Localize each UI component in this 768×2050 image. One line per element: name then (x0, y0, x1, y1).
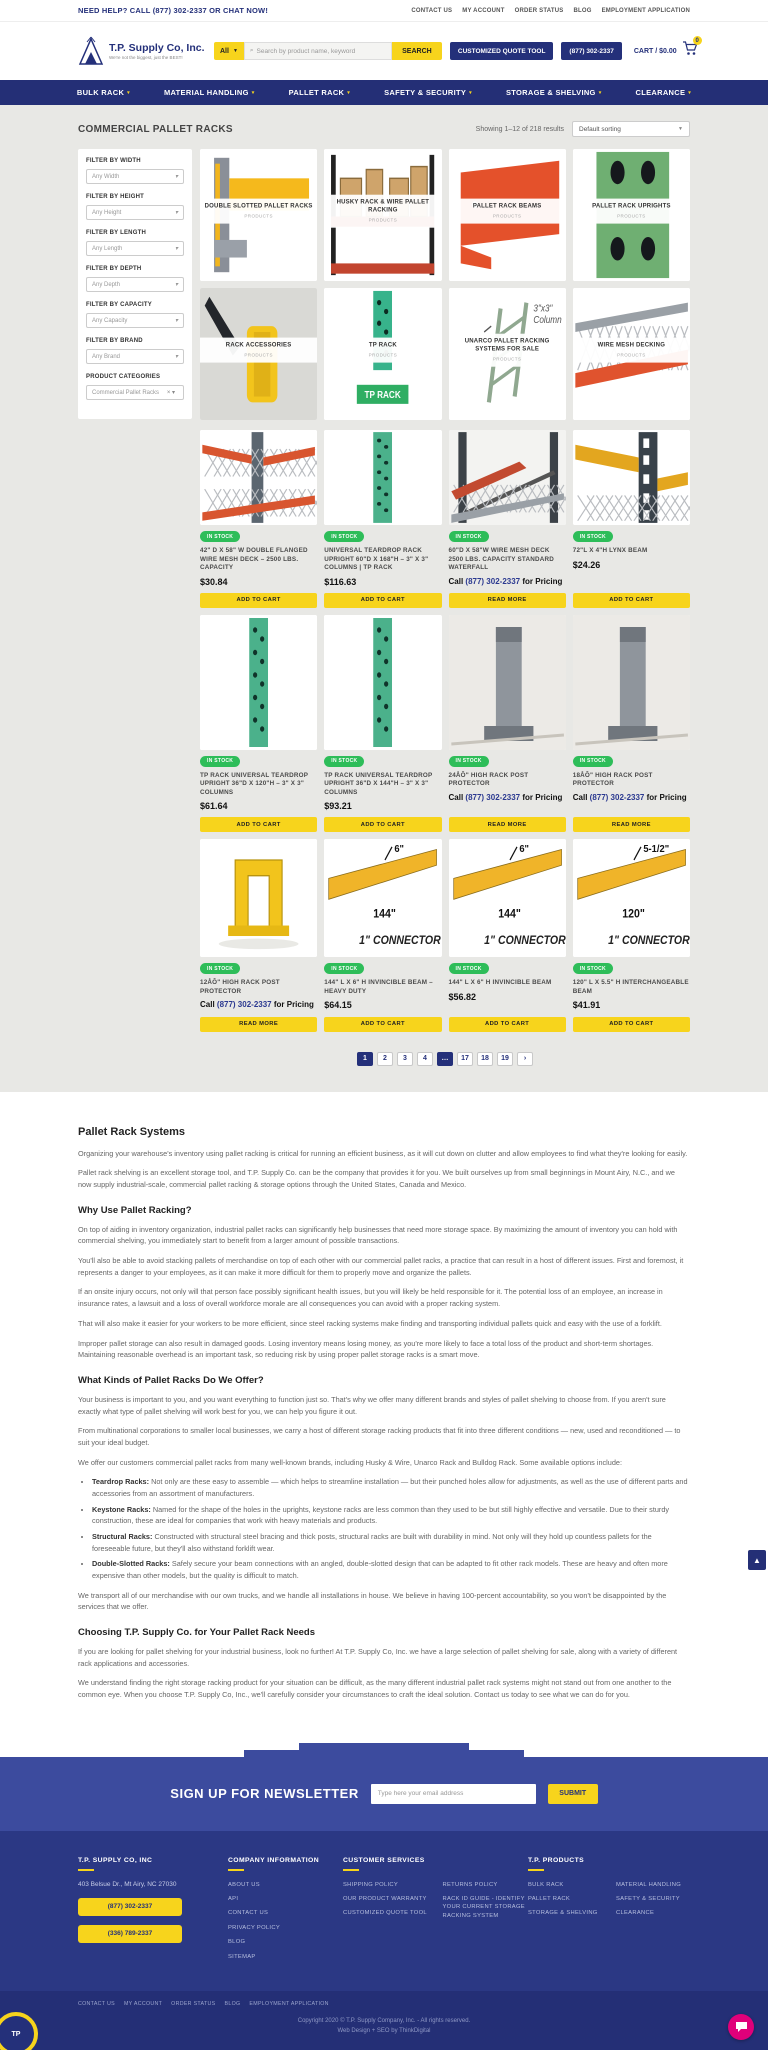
svg-text:1" CONNECTOR: 1" CONNECTOR (483, 934, 566, 948)
product-title[interactable]: 12ÅÔ" HIGH RACK POST PROTECTOR (200, 979, 280, 995)
category-name: PALLET RACK BEAMS (472, 203, 542, 210)
product-price: $116.63 (324, 576, 357, 587)
product-card (324, 615, 441, 833)
category-label-band (324, 338, 441, 363)
read-more-button[interactable]: READ MORE (449, 817, 566, 832)
article-title: Pallet Rack Systems (78, 1125, 186, 1138)
article-paragraph: That will also make it easier for your workers to be more efficient, since steel racking systems make finding and transporting individual pallets quick and easy with the use of a forklift. (78, 1318, 662, 1328)
pagination-page[interactable]: 18 (477, 1052, 493, 1066)
article-bullet: • Keystone Racks: Named for the shape of the holes in the uprights, keystone racks are less common than they used to be but still highly effective and versatile. Due to their sturdy construction, these are ideal for companies that work with heavy materials and products. (92, 1504, 690, 1527)
product-title[interactable]: 120" L X 5.5" H INTERCHANGEABLE BEAM (572, 979, 689, 995)
stock-badge: IN STOCK (449, 756, 489, 767)
stock-badge: IN STOCK (200, 531, 240, 542)
stock-badge: IN STOCK (573, 963, 613, 974)
bottom-link[interactable]: BLOG (224, 2000, 241, 2007)
filter-label: FILTER BY CAPACITY (86, 302, 152, 308)
chevron-down-icon: ▾ (174, 210, 178, 216)
product-title[interactable]: 42" D X 58" W DOUBLE FLANGED WIRE MESH DECK – 2500 LBS. CAPACITY (200, 547, 308, 571)
pagination (200, 1052, 690, 1066)
category-product-count: PRODUCTS (492, 213, 522, 219)
filter-group-categories (86, 374, 184, 400)
chevron-down-icon: ▾ (174, 246, 178, 252)
stock-badge: IN STOCK (324, 531, 364, 542)
svg-text:144": 144" (373, 908, 397, 922)
product-image[interactable] (200, 839, 317, 957)
top-link[interactable]: CONTACT US (411, 7, 453, 14)
read-more-button[interactable]: READ MORE (449, 593, 566, 608)
product-call-for-pricing: Call (877) 302-2337 for Pricing (572, 792, 687, 802)
category-filter-select[interactable] (86, 385, 184, 400)
read-more-button[interactable]: READ MORE (573, 817, 690, 832)
nav-item-pallet-rack[interactable] (289, 88, 350, 97)
category-tile[interactable] (449, 149, 566, 281)
add-to-cart-button[interactable]: ADD TO CART (324, 1017, 441, 1032)
filter-value: Any Capacity (92, 317, 128, 324)
quote-tool-button[interactable]: CUSTOMIZED QUOTE TOOL (450, 42, 554, 60)
add-to-cart-button[interactable]: ADD TO CART (573, 1017, 690, 1032)
cart-button[interactable] (633, 37, 699, 61)
footer-link[interactable]: CUSTOMIZED QUOTE TOOL (343, 1910, 427, 1917)
article-paragraph: On top of aiding in inventory organization, industrial pallet racks can significantly help businesses that need more storage space. By maximizing the amount of inventory you can hold with commercial shelving, you immediately start to benefit from a larger amount of possible transactions. (78, 1224, 678, 1246)
footer-link[interactable]: CLEARANCE (616, 1910, 655, 1917)
product-title[interactable]: 144" L X 6" H INVINCIBLE BEAM (448, 979, 552, 987)
chevron-down-icon: ▾ (174, 354, 178, 360)
nav-item-clearance[interactable] (636, 88, 692, 97)
product-image[interactable] (573, 430, 690, 525)
pagination-page[interactable]: 4 (417, 1052, 433, 1066)
filter-value: Any Width (92, 173, 120, 180)
top-link[interactable]: MY ACCOUNT (462, 7, 505, 14)
chevron-down-icon: ▾ (174, 282, 178, 288)
chevron-down-icon: ▾ (174, 318, 178, 324)
nav-item-label: MATERIAL HANDLING (163, 88, 249, 97)
footer-link[interactable]: BLOG (228, 1939, 246, 1946)
nav-item-storage-shelving[interactable] (506, 88, 602, 97)
category-tile[interactable] (573, 149, 690, 281)
footer-link[interactable]: CONTACT US (228, 1910, 269, 1917)
pricing-phone[interactable]: (877) 302-2337 (589, 792, 645, 802)
add-to-cart-button[interactable]: ADD TO CART (200, 817, 317, 832)
filter-label: FILTER BY HEIGHT (86, 194, 144, 200)
newsletter-band (0, 1757, 768, 1831)
product-card (324, 839, 441, 1031)
svg-text:6": 6" (394, 844, 405, 856)
product-card (573, 615, 690, 833)
newsletter-label: SIGN UP FOR NEWSLETTER (170, 1786, 359, 1802)
nav-item-label: STORAGE & SHELVING (505, 88, 596, 97)
article-paragraph: Organizing your warehouse's inventory using pallet racking is critical for running an efficient business, as it will cut down on clutter and allow employees to find what they're looking for easily. (78, 1148, 688, 1158)
filter-select[interactable] (86, 241, 184, 256)
product-grid (200, 430, 690, 1032)
filter-group (86, 194, 184, 220)
footer-address: 403 Belsue Dr., Mt Airy, NC 27030 (78, 1880, 177, 1888)
category-tile[interactable] (449, 288, 566, 420)
footer-col-title: COMPANY INFORMATION (228, 1856, 320, 1864)
article-bullet: • Double-Slotted Racks: Safely secure your beam connections with an angled, double-slotted design that can be adapted to fit other rack models. These are heavy and often more expensive than other models, but the quality is difficult to match. (92, 1558, 690, 1581)
search-input[interactable]: ⌕ Search by product name, keyword (244, 42, 392, 60)
pricing-phone[interactable]: (877) 302-2337 (465, 576, 521, 586)
newsletter-step-decor (244, 1750, 524, 1757)
pagination-page[interactable]: 19 (497, 1052, 513, 1066)
product-image[interactable] (200, 430, 317, 525)
search-bar (214, 42, 442, 60)
results-count: Showing 1–12 of 218 results (475, 125, 564, 133)
article-subheading: What Kinds of Pallet Racks Do We Offer? (78, 1374, 264, 1386)
footer-bottom (0, 1991, 768, 2050)
category-product-count: PRODUCTS (244, 352, 273, 358)
article-paragraph: Your business is important to you, and you want everything to function just so. That's why we offer many different brands and styles of pallet shelving to choose from. If you aren't sure exactly what type of pallet shelving will work best for you, we can help you figure it out. (78, 1394, 666, 1416)
category-grid (200, 149, 690, 420)
filter-select[interactable] (86, 349, 184, 364)
product-title[interactable]: TP RACK UNIVERSAL TEARDROP UPRIGHT 36"D X 120"H – 3" X 3" COLUMNS (200, 771, 309, 796)
stock-badge: IN STOCK (573, 531, 613, 542)
category-label-band (573, 199, 690, 224)
footer-link[interactable]: RACK ID GUIDE - IDENTIFY YOUR CURRENT STORAGE RACKING SYSTEM (442, 1896, 525, 1919)
top-link[interactable]: EMPLOYMENT APPLICATION (601, 7, 690, 14)
footer-col-title: CUSTOMER SERVICES (343, 1856, 425, 1864)
article-subheading: Choosing T.P. Supply Co. for Your Pallet Rack Needs (78, 1626, 316, 1638)
category-product-count: PRODUCTS (368, 352, 398, 358)
nav-item-safety-security[interactable] (384, 88, 472, 97)
product-image[interactable] (324, 615, 441, 750)
footer-col-title: T.P. PRODUCTS (528, 1856, 585, 1864)
article-paragraph: Improper pallet storage can also result in damaged goods. Losing inventory means losing money, as you're more likely to face a total loss of the product and short-term shortages. Maintaining reasonable overhead is an important task, so reducing risk by using proper pallet storage racks is a smart move. (78, 1338, 654, 1360)
filter-value: Any Length (92, 245, 123, 252)
footer (0, 1831, 768, 1991)
article-paragraph: We offer our customers commercial pallet racks from many well-known brands, including Husky & Wire, Unarco Rack and Bulldog Rack. Some available options include: (78, 1457, 622, 1467)
top-links (411, 8, 690, 14)
category-name: WIRE MESH DECKING (597, 342, 666, 349)
cart-count-badge: 0 (693, 36, 702, 45)
phone-button[interactable]: (877) 302-2337 (561, 42, 621, 60)
category-name: RACK ACCESSORIES (225, 342, 292, 349)
category-label-band (324, 195, 441, 228)
search-icon: ⌕ (249, 47, 254, 54)
product-price: $41.91 (572, 1000, 601, 1011)
article-bullet: • Teardrop Racks: Not only are these easy to assemble — which helps to streamline installation — but their punched holes allow for adjustments, as well as the use of different parts and accessories from an assortment of manufacturers. (92, 1476, 690, 1499)
article-paragraph: Pallet rack shelving is an excellent storage tool, and T.P. Supply Co. can be the company that provides it for you. We built ourselves up from small beginnings in Mount Airy, N.C., and we now supply industrial-scale, commercial pallet racking & storage options through the United States, Canada and Mexico. (78, 1168, 675, 1190)
filter-label: FILTER BY DEPTH (86, 266, 142, 272)
main-nav (0, 80, 768, 105)
chevron-down-icon: ▼ (678, 126, 683, 132)
product-card (324, 430, 441, 608)
category-product-count: PRODUCTS (617, 213, 646, 219)
category-tile[interactable] (200, 149, 317, 281)
footer-link[interactable]: BULK RACK (528, 1881, 564, 1888)
bottom-link[interactable]: CONTACT US (78, 2000, 115, 2007)
product-card (573, 430, 690, 608)
stock-badge: IN STOCK (200, 756, 240, 767)
bullet-lead: Keystone Racks: (92, 1504, 151, 1514)
category-product-count: PRODUCTS (368, 217, 398, 223)
article-subheading: Why Use Pallet Racking? (78, 1204, 192, 1216)
product-title[interactable]: 72"L X 4"H LYNX BEAM (572, 547, 648, 554)
product-call-for-pricing: Call (877) 302-2337 for Pricing (448, 576, 563, 586)
product-card (200, 839, 317, 1031)
filter-group (86, 230, 184, 256)
chat-button[interactable] (728, 2014, 754, 2040)
product-image[interactable] (449, 430, 566, 525)
bullet-lead: Double-Slotted Racks: (92, 1559, 170, 1569)
footer-link[interactable]: MATERIAL HANDLING (616, 1881, 682, 1888)
newsletter-email-input[interactable]: Type here your email address (371, 1784, 536, 1804)
filter-select[interactable] (86, 313, 184, 328)
product-image[interactable] (449, 839, 566, 957)
credit-text: Web Design + SEO by ThinkDigital (337, 2027, 431, 2034)
chevron-down-icon: ▾ (174, 174, 178, 180)
footer-link[interactable]: API (228, 1896, 239, 1902)
footer-link[interactable]: STORAGE & SHELVING (528, 1910, 598, 1917)
nav-item-label: BULK RACK (76, 88, 125, 97)
footer-link[interactable]: SHIPPING POLICY (343, 1881, 399, 1888)
filter-select[interactable] (86, 205, 184, 220)
category-label-band (449, 199, 566, 224)
category-tile[interactable] (324, 149, 441, 281)
category-name: DOUBLE SLOTTED PALLET RACKS (204, 203, 313, 210)
footer-products-col (528, 1857, 690, 1967)
category-tile[interactable] (200, 288, 317, 420)
seo-article (0, 1092, 768, 1743)
filter-label: FILTER BY BRAND (86, 338, 143, 344)
sort-select[interactable]: Default sorting ▼ (572, 121, 690, 137)
bullet-lead: Teardrop Racks: (92, 1477, 150, 1487)
category-label-band (573, 338, 690, 363)
newsletter-submit-button[interactable]: SUBMIT (548, 1784, 598, 1804)
top-link[interactable]: ORDER STATUS (514, 7, 564, 14)
pagination-next[interactable]: › (517, 1052, 533, 1066)
chevron-down-icon: ▾ (598, 89, 602, 96)
add-to-cart-button[interactable]: ADD TO CART (324, 593, 441, 608)
product-title[interactable]: 24ÅÔ" HIGH RACK POST PROTECTOR (448, 771, 529, 788)
product-image[interactable] (449, 615, 566, 750)
filter-value: Any Depth (92, 281, 121, 288)
footer-link[interactable]: OUR PRODUCT WARRANTY (343, 1896, 427, 1902)
stock-badge: IN STOCK (200, 963, 240, 974)
pagination-page[interactable]: 3 (397, 1052, 413, 1066)
bottom-link[interactable]: ORDER STATUS (171, 2000, 216, 2007)
nav-item-bulk-rack[interactable] (77, 88, 130, 97)
product-title[interactable]: UNIVERSAL TEARDROP RACK UPRIGHT 60"D X 168"H – 3" X 3" COLUMNS | TP RACK (324, 547, 429, 571)
filter-label: FILTER BY LENGTH (86, 230, 146, 236)
product-card (573, 839, 690, 1031)
add-to-cart-button[interactable]: ADD TO CART (324, 817, 441, 832)
stock-badge: IN STOCK (324, 963, 364, 974)
product-image[interactable] (200, 615, 317, 750)
product-price: $56.82 (448, 991, 477, 1002)
read-more-button[interactable]: READ MORE (200, 1017, 317, 1032)
filter-group (86, 158, 184, 184)
arrow-up-icon: ▲ (753, 1555, 761, 1565)
article-paragraph: We transport all of our merchandise with our own trucks, and we handle all installations in house. We believe in having 100-percent accountability, so you won't be disappointed by the services that we offer. (78, 1590, 667, 1612)
chat-icon (735, 2021, 748, 2033)
chevron-down-icon: ▾ (127, 89, 130, 96)
product-image[interactable] (573, 839, 690, 957)
product-image[interactable] (324, 839, 441, 957)
category-label-band (200, 338, 317, 363)
footer-link[interactable]: SAFETY & SECURITY (616, 1896, 680, 1902)
product-price: $30.84 (200, 576, 228, 587)
filter-sidebar (78, 149, 192, 419)
bottom-link[interactable]: MY ACCOUNT (123, 2000, 163, 2007)
product-card (200, 430, 317, 608)
newsletter-step-decor (299, 1743, 469, 1750)
footer-info-col (228, 1857, 343, 1967)
stock-badge: IN STOCK (449, 963, 489, 974)
page-title: COMMERCIAL PALLET RACKS (78, 123, 233, 135)
top-link[interactable]: BLOG (573, 7, 592, 14)
pagination-page[interactable]: 1 (357, 1052, 373, 1066)
svg-text:3"x3": 3"x3" (532, 302, 552, 314)
category-product-count: PRODUCTS (617, 352, 646, 358)
product-call-for-pricing: Call (877) 302-2337 for Pricing (200, 1000, 314, 1010)
category-name: HUSKY RACK & WIRE PALLET RACKING (336, 199, 430, 214)
footer-services-col (343, 1857, 528, 1967)
chevron-down-icon: ▾ (347, 89, 351, 96)
clear-filter-icon[interactable]: × ▾ (166, 390, 175, 396)
trust-badge: TP (0, 2012, 38, 2050)
header (0, 22, 768, 80)
product-title[interactable]: 144" L X 6" H INVINCIBLE BEAM – HEAVY DUTY (324, 979, 433, 995)
bullet-lead: Structural Racks: (92, 1531, 153, 1541)
stock-badge: IN STOCK (573, 756, 613, 767)
product-title[interactable]: TP RACK UNIVERSAL TEARDROP UPRIGHT 36"D X 144"H – 3" X 3" COLUMNS (324, 771, 433, 796)
logo-title: T.P. Supply Co, Inc. (109, 42, 205, 54)
category-tile[interactable] (324, 288, 441, 420)
footer-link[interactable]: PALLET RACK (528, 1896, 571, 1902)
product-card (200, 615, 317, 833)
filter-value: Commercial Pallet Racks (92, 389, 160, 396)
logo-tagline: We're not the biggest, just the BEST! (109, 55, 183, 60)
product-card (449, 430, 566, 608)
nav-item-label: SAFETY & SECURITY (384, 88, 467, 97)
product-price: $64.15 (324, 1000, 352, 1011)
svg-text:5-1/2": 5-1/2" (643, 844, 669, 856)
copyright-text: Copyright 2020 © T.P. Supply Company, Inc. - All rights reserved. (297, 2017, 471, 2024)
chevron-down-icon: ▾ (251, 89, 255, 96)
product-card (449, 839, 566, 1031)
footer-link[interactable]: ABOUT US (228, 1881, 260, 1888)
product-call-for-pricing: Call (877) 302-2337 for Pricing (448, 792, 563, 802)
filter-group (86, 338, 184, 364)
pagination-page[interactable]: 2 (377, 1052, 393, 1066)
product-title[interactable]: 60"D X 58"W WIRE MESH DECK 2500 LBS. CAPACITY STANDARD WATERFALL (448, 547, 554, 571)
footer-company-col (78, 1857, 228, 1967)
stock-badge: IN STOCK (449, 531, 489, 542)
help-text: NEED HELP? CALL (877) 302-2337 OR CHAT NOW! (78, 6, 269, 15)
stock-badge: IN STOCK (324, 756, 364, 767)
top-bar (0, 0, 768, 22)
svg-text:Column: Column (532, 314, 562, 326)
category-product-count: PRODUCTS (244, 213, 273, 219)
article-paragraph: From multinational corporations to smaller local businesses, we carry a host of different storage racking products that fit into three different conditions — new, used and reconditioned — to suit your ideal budget. (78, 1426, 681, 1447)
chevron-down-icon: ▾ (688, 89, 692, 96)
svg-text:1" CONNECTOR: 1" CONNECTOR (607, 934, 690, 948)
nav-item-label: PALLET RACK (288, 88, 345, 97)
nav-item-label: CLEARANCE (635, 88, 686, 97)
product-price: $24.26 (572, 559, 601, 570)
category-tile[interactable] (573, 288, 690, 420)
footer-phone-button[interactable]: (877) 302-2337 (78, 1898, 182, 1916)
article-bullet-list (92, 1476, 690, 1581)
product-image[interactable] (573, 615, 690, 750)
product-title[interactable]: 18ÅÔ" HIGH RACK POST PROTECTOR (572, 771, 653, 788)
search-category-select[interactable]: All ▼ (214, 42, 244, 60)
svg-text:1" CONNECTOR: 1" CONNECTOR (359, 934, 441, 948)
svg-text:120": 120" (621, 908, 645, 922)
pricing-phone[interactable]: (877) 302-2337 (465, 792, 521, 802)
svg-text:TP RACK: TP RACK (364, 389, 402, 401)
footer-link[interactable]: RETURNS POLICY (442, 1881, 498, 1888)
article-paragraph: You'll also be able to avoid stacking pallets of merchandise on top of each other with our commercial pallet racks, a practice that can result in a host of different issues. First and foremost, it represents a danger to your employees, as it can make it more difficult for them to properly move and organize the pallets. (78, 1256, 684, 1277)
chevron-down-icon: ▼ (232, 48, 238, 54)
category-name: TP RACK (368, 342, 397, 349)
search-button[interactable]: SEARCH (392, 42, 442, 60)
teepee-logo-icon (78, 36, 104, 66)
category-name: PALLET RACK UPRIGHTS (592, 203, 671, 210)
pricing-phone[interactable]: (877) 302-2337 (216, 1000, 272, 1010)
add-to-cart-button[interactable]: ADD TO CART (200, 593, 317, 608)
pagination-page[interactable]: … (437, 1052, 453, 1066)
main-content (0, 105, 768, 1092)
category-product-count: PRODUCTS (492, 356, 522, 362)
scroll-to-top-button[interactable] (748, 1550, 766, 1570)
article-bullet: • Structural Racks: Constructed with structural steel bracing and thick posts, structural racks are built with durability in mind. Not only will they hold up countless pallets for the foreseeable future, but they'll also withstand forklift wear. (92, 1531, 690, 1554)
article-paragraph: We understand finding the right storage racking product for your situation can be difficult, as the many different industrial pallet rack systems might not stand out from one another to the common eye. When you choose T.P. Supply Co, Inc., we'll carefully consider your circumstances to craft the ideal solution. Contact us today to see what we can do for you. (78, 1678, 672, 1699)
filter-group (86, 266, 184, 292)
filter-select[interactable] (86, 169, 184, 184)
add-to-cart-button[interactable]: ADD TO CART (573, 593, 690, 608)
product-image[interactable] (324, 430, 441, 525)
nav-item-material-handling[interactable] (164, 88, 255, 97)
filter-label: FILTER BY WIDTH (86, 158, 141, 164)
chevron-down-icon: ▾ (469, 89, 472, 96)
article-paragraph: If you are looking for pallet shelving for your industrial business, look no further! At T.P. Supply Co, Inc. we have a large selection of pallet shelving for sale, along with a variety of different rack applications and accessories. (78, 1646, 678, 1668)
filter-select[interactable] (86, 277, 184, 292)
add-to-cart-button[interactable]: ADD TO CART (449, 1017, 566, 1032)
category-label-band (449, 334, 566, 367)
svg-text:144": 144" (497, 908, 521, 922)
filter-value: Any Brand (92, 353, 121, 360)
product-price: $93.21 (324, 801, 352, 812)
logo[interactable] (78, 36, 206, 66)
category-label-band (200, 199, 317, 224)
footer-col-title: T.P. SUPPLY CO, INC (78, 1856, 153, 1864)
cart-label: CART / $0.00 (633, 47, 677, 55)
bottom-links (78, 2001, 690, 2007)
footer-link[interactable]: SITEMAP (228, 1953, 256, 1960)
product-card (449, 615, 566, 833)
bottom-link[interactable]: EMPLOYMENT APPLICATION (249, 2000, 329, 2007)
category-name: UNARCO PALLET RACKING SYSTEMS FOR SALE (464, 338, 550, 353)
footer-phone-button[interactable]: (336) 789-2337 (78, 1925, 182, 1943)
product-price: $61.64 (200, 801, 228, 812)
footer-link[interactable]: PRIVACY POLICY (228, 1924, 280, 1931)
article-paragraph: If an onsite injury occurs, not only will that person face possibly significant health issues, but you will likely be held responsible for it. The potential loss of an employee, an increase in insurance rates, a lawsuit and a loss of overall workforce morale are all consequences you can avoid with a proper racking system. (78, 1287, 663, 1309)
pagination-page[interactable]: 17 (457, 1052, 473, 1066)
filter-group (86, 302, 184, 328)
filter-label: PRODUCT CATEGORIES (86, 374, 161, 380)
filter-value: Any Height (92, 209, 122, 216)
svg-text:6": 6" (518, 844, 529, 856)
